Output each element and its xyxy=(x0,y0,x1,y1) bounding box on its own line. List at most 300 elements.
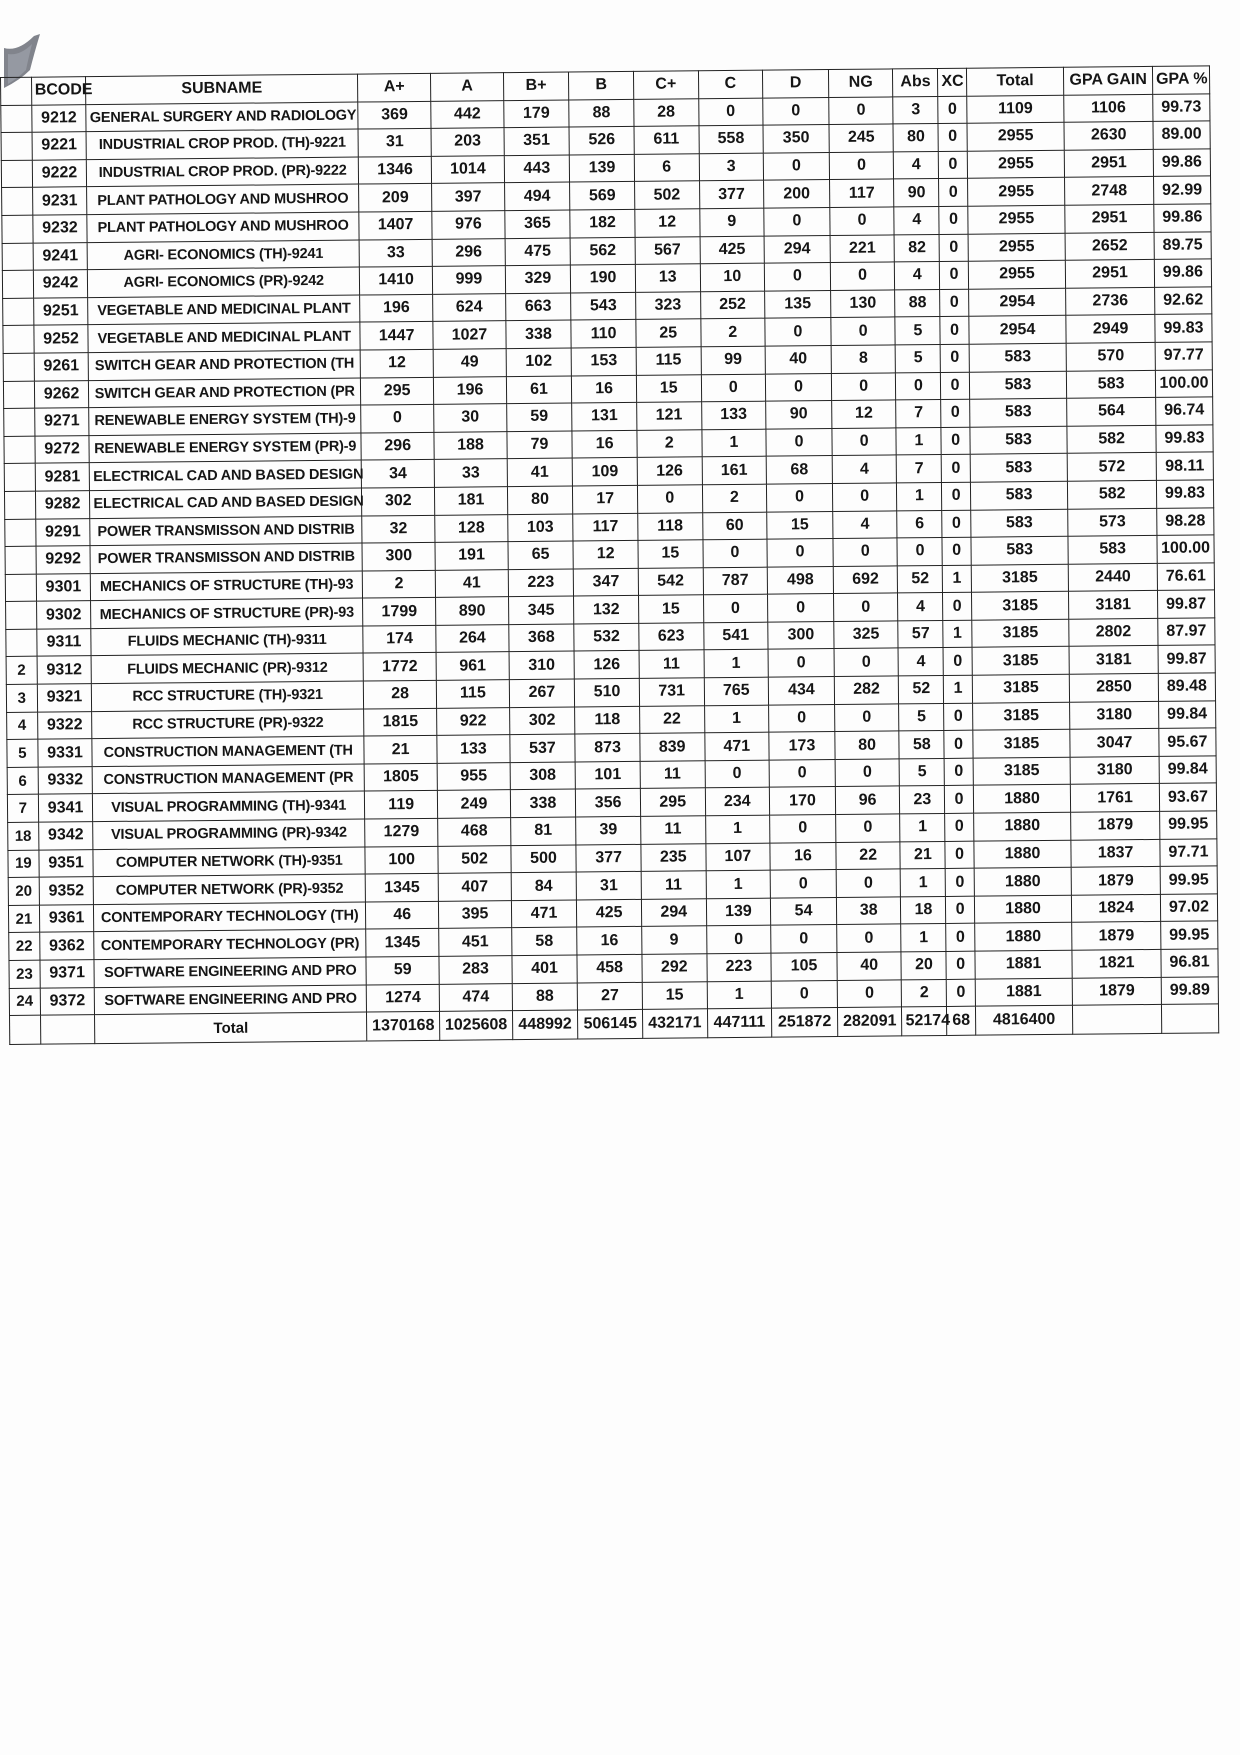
row-bcode: 9361 xyxy=(39,904,94,932)
row-grade-b-plus: 103 xyxy=(507,514,573,542)
row-grade-a-plus: 119 xyxy=(364,791,438,819)
row-grade-ng: 325 xyxy=(834,621,899,649)
row-grade-c: 161 xyxy=(702,456,767,484)
row-subname: RENEWABLE ENERGY SYSTEM (TH)-9 xyxy=(89,405,361,435)
row-gpa-gain: 1761 xyxy=(1071,784,1160,812)
row-xc: 0 xyxy=(943,592,972,620)
row-bcode: 9282 xyxy=(35,491,90,519)
row-gpa-percent: 95.67 xyxy=(1159,728,1216,756)
row-xc: 0 xyxy=(945,786,974,814)
row-subname: AGRI- ECONOMICS (PR)-9242 xyxy=(88,267,360,297)
row-gpa-gain: 3180 xyxy=(1070,756,1159,784)
row-subname: COMPUTER NETWORK (PR)-9352 xyxy=(94,874,366,904)
row-grade-b-plus: 308 xyxy=(510,762,576,790)
row-subname: VEGETABLE AND MEDICINAL PLANT xyxy=(88,295,360,325)
row-grade-c-plus: 0 xyxy=(637,485,702,513)
row-total: 2955 xyxy=(968,233,1066,262)
row-abs: 5 xyxy=(899,703,944,731)
totals-grade-a-plus: 1370168 xyxy=(366,1012,440,1042)
row-grade-c: 1 xyxy=(701,429,766,457)
row-gpa-gain: 582 xyxy=(1068,480,1157,508)
row-grade-c: 60 xyxy=(702,512,767,540)
row-grade-d: 0 xyxy=(769,759,835,787)
row-grade-b: 110 xyxy=(571,320,636,348)
row-grade-d: 0 xyxy=(770,815,836,843)
row-grade-b: 377 xyxy=(576,844,641,872)
row-bcode: 9231 xyxy=(32,187,87,215)
row-subname: VISUAL PROGRAMMING (PR)-9342 xyxy=(93,819,365,849)
row-grade-d: 200 xyxy=(764,180,830,208)
row-gpa-percent: 100.00 xyxy=(1155,369,1212,397)
row-index: 4 xyxy=(7,712,38,740)
row-grade-c: 3 xyxy=(699,153,764,181)
row-grade-b-plus: 329 xyxy=(505,265,571,293)
row-total: 2955 xyxy=(968,205,1066,234)
row-grade-c-plus: 611 xyxy=(634,126,699,154)
row-grade-c-plus: 15 xyxy=(638,595,703,623)
row-grade-b: 526 xyxy=(569,127,634,155)
row-grade-c: 0 xyxy=(703,539,768,567)
row-bcode: 9352 xyxy=(39,877,94,905)
row-grade-a: 976 xyxy=(432,211,505,239)
row-gpa-gain: 2949 xyxy=(1066,315,1155,343)
row-grade-b: 31 xyxy=(576,872,641,900)
results-table xyxy=(0,65,1219,1045)
row-gpa-percent: 99.86 xyxy=(1153,149,1210,177)
row-grade-b-plus: 500 xyxy=(511,845,577,873)
row-total: 3185 xyxy=(972,647,1070,676)
row-abs: 1 xyxy=(900,813,945,841)
row-abs: 1 xyxy=(896,427,941,455)
row-abs: 23 xyxy=(900,786,945,814)
row-total: 583 xyxy=(969,371,1067,400)
row-index: 19 xyxy=(8,850,39,878)
row-subname: RCC STRUCTURE (TH)-9321 xyxy=(92,681,364,711)
row-grade-d: 0 xyxy=(768,594,834,622)
row-grade-ng: 221 xyxy=(830,234,895,262)
row-grade-d: 40 xyxy=(765,345,831,373)
row-subname: CONSTRUCTION MANAGEMENT (TH xyxy=(92,736,364,766)
row-xc: 0 xyxy=(942,510,971,538)
row-abs: 52 xyxy=(898,565,943,593)
row-grade-a-plus: 1274 xyxy=(366,984,440,1012)
row-xc: 0 xyxy=(939,151,968,179)
row-grade-c-plus: 295 xyxy=(640,788,705,816)
row-index xyxy=(4,463,35,491)
row-grade-a: 922 xyxy=(437,707,510,735)
row-subname: CONTEMPORARY TECHNOLOGY (TH) xyxy=(94,902,366,932)
header-subname: SUBNAME xyxy=(86,74,358,104)
row-gpa-percent: 99.83 xyxy=(1155,314,1212,342)
totals-total: 4816400 xyxy=(975,1005,1073,1035)
row-grade-ng: 40 xyxy=(837,952,902,980)
row-subname: PLANT PATHOLOGY AND MUSHROO xyxy=(87,212,359,242)
row-subname: RCC STRUCTURE (PR)-9322 xyxy=(92,709,364,739)
row-grade-ng: 0 xyxy=(830,262,895,290)
row-xc: 1 xyxy=(943,565,972,593)
row-xc: 1 xyxy=(944,675,973,703)
row-grade-c-plus: 15 xyxy=(636,374,701,402)
row-grade-c-plus: 121 xyxy=(637,402,702,430)
row-grade-c-plus: 292 xyxy=(642,954,707,982)
row-grade-d: 0 xyxy=(763,97,829,125)
row-grade-a-plus: 174 xyxy=(363,625,437,653)
row-index xyxy=(3,381,34,409)
row-index: 23 xyxy=(9,960,40,988)
row-index xyxy=(4,408,35,436)
row-grade-a: 188 xyxy=(434,431,507,459)
row-grade-d: 0 xyxy=(771,925,837,953)
row-index xyxy=(1,105,32,133)
row-abs: 57 xyxy=(898,620,943,648)
row-grade-a-plus: 1346 xyxy=(358,156,432,184)
row-grade-c: 787 xyxy=(703,567,768,595)
header-abs: Abs xyxy=(893,68,938,96)
row-abs: 82 xyxy=(895,234,940,262)
header-grade-c: C xyxy=(698,70,763,98)
row-subname: SOFTWARE ENGINEERING AND PRO xyxy=(94,957,366,987)
row-grade-ng: 80 xyxy=(835,731,900,759)
row-abs: 5 xyxy=(896,344,941,372)
row-grade-b: 16 xyxy=(577,927,642,955)
row-gpa-percent: 96.74 xyxy=(1156,397,1213,425)
row-gpa-percent: 99.83 xyxy=(1156,480,1213,508)
row-grade-d: 135 xyxy=(765,290,831,318)
row-grade-a: 961 xyxy=(436,652,509,680)
row-abs: 3 xyxy=(893,96,938,124)
row-index xyxy=(1,160,32,188)
row-bcode: 9212 xyxy=(31,104,86,132)
row-bcode: 9222 xyxy=(32,159,87,187)
row-abs: 58 xyxy=(899,731,944,759)
row-xc: 0 xyxy=(942,455,971,483)
row-index xyxy=(3,298,34,326)
row-gpa-percent: 99.84 xyxy=(1159,756,1216,784)
row-grade-c-plus: 542 xyxy=(638,567,703,595)
row-grade-b-plus: 102 xyxy=(506,348,572,376)
row-gpa-percent: 89.75 xyxy=(1154,231,1211,259)
row-grade-ng: 8 xyxy=(831,345,896,373)
row-grade-a: 203 xyxy=(431,128,504,156)
row-gpa-percent: 99.87 xyxy=(1158,645,1215,673)
row-total: 2955 xyxy=(967,178,1065,207)
row-gpa-gain: 1879 xyxy=(1072,977,1161,1005)
row-grade-c: 252 xyxy=(700,291,765,319)
row-grade-c: 9 xyxy=(699,208,764,236)
row-total: 2955 xyxy=(967,150,1065,179)
row-index xyxy=(4,436,35,464)
row-subname: RENEWABLE ENERGY SYSTEM (PR)-9 xyxy=(89,433,361,463)
row-abs: 4 xyxy=(894,206,939,234)
row-gpa-percent: 99.84 xyxy=(1159,701,1216,729)
row-total: 3185 xyxy=(973,757,1071,786)
row-gpa-gain: 3181 xyxy=(1069,591,1158,619)
row-xc: 0 xyxy=(939,234,968,262)
row-index: 20 xyxy=(8,877,39,905)
row-grade-a: 49 xyxy=(433,349,506,377)
row-grade-d: 0 xyxy=(768,649,834,677)
row-grade-d: 434 xyxy=(768,677,834,705)
row-grade-b-plus: 80 xyxy=(507,486,573,514)
row-grade-b: 17 xyxy=(573,485,638,513)
row-grade-ng: 22 xyxy=(836,842,901,870)
row-total: 583 xyxy=(971,536,1069,565)
row-grade-a: 474 xyxy=(440,983,513,1011)
row-grade-b-plus: 537 xyxy=(509,734,575,762)
row-grade-c-plus: 502 xyxy=(634,181,699,209)
row-grade-d: 15 xyxy=(767,511,833,539)
row-grade-d: 54 xyxy=(771,897,837,925)
row-grade-a-plus: 31 xyxy=(358,129,432,157)
totals-grade-c: 447111 xyxy=(707,1008,772,1038)
row-grade-b-plus: 368 xyxy=(508,624,574,652)
row-grade-a-plus: 21 xyxy=(364,736,438,764)
row-grade-ng: 245 xyxy=(829,124,894,152)
row-grade-b-plus: 59 xyxy=(506,403,572,431)
row-grade-ng: 12 xyxy=(831,400,896,428)
row-grade-d: 0 xyxy=(765,318,831,346)
row-total: 1880 xyxy=(974,895,1072,924)
row-xc: 0 xyxy=(939,206,968,234)
row-grade-c-plus: 25 xyxy=(636,319,701,347)
row-grade-b: 182 xyxy=(570,209,635,237)
row-grade-d: 0 xyxy=(767,483,833,511)
row-index: 22 xyxy=(9,933,40,961)
row-grade-d: 0 xyxy=(767,539,833,567)
row-gpa-percent: 99.95 xyxy=(1161,921,1218,949)
row-index xyxy=(1,132,32,160)
row-index xyxy=(2,215,33,243)
row-grade-c: 99 xyxy=(701,346,766,374)
row-grade-b: 356 xyxy=(576,789,641,817)
row-subname: CONSTRUCTION MANAGEMENT (PR xyxy=(93,764,365,794)
row-gpa-gain: 583 xyxy=(1067,370,1156,398)
row-grade-c-plus: 9 xyxy=(642,926,707,954)
row-xc: 0 xyxy=(941,399,970,427)
row-bcode: 9272 xyxy=(35,435,90,463)
row-gpa-percent: 89.48 xyxy=(1158,673,1215,701)
row-bcode: 9341 xyxy=(38,794,93,822)
row-grade-ng: 0 xyxy=(835,814,900,842)
row-subname: SWITCH GEAR AND PROTECTION (PR xyxy=(89,378,361,408)
row-grade-b-plus: 351 xyxy=(504,127,570,155)
row-grade-ng: 117 xyxy=(829,179,894,207)
totals-grade-b-plus: 448992 xyxy=(512,1010,578,1040)
row-subname: ELECTRICAL CAD AND BASED DESIGN xyxy=(90,460,362,490)
row-xc: 0 xyxy=(944,758,973,786)
row-grade-a: 249 xyxy=(438,790,511,818)
results-sheet xyxy=(0,65,1219,1045)
row-grade-c: 377 xyxy=(699,181,764,209)
totals-grade-c-plus: 432171 xyxy=(642,1009,707,1039)
row-grade-b-plus: 302 xyxy=(509,707,575,735)
row-bcode: 9321 xyxy=(37,684,92,712)
row-grade-ng: 0 xyxy=(833,538,898,566)
row-total: 583 xyxy=(970,426,1068,455)
row-abs: 4 xyxy=(895,262,940,290)
row-bcode: 9362 xyxy=(39,932,94,960)
row-grade-c: 2 xyxy=(700,319,765,347)
row-grade-a-plus: 59 xyxy=(366,956,440,984)
row-gpa-gain: 564 xyxy=(1067,398,1156,426)
row-gpa-gain: 2802 xyxy=(1069,618,1158,646)
totals-label: Total xyxy=(95,1012,367,1044)
row-index: 7 xyxy=(7,795,38,823)
row-grade-b-plus: 475 xyxy=(505,238,571,266)
header-total: Total xyxy=(966,67,1064,96)
row-xc: 0 xyxy=(939,179,968,207)
row-grade-d: 0 xyxy=(770,870,836,898)
row-bcode: 9242 xyxy=(33,270,88,298)
row-grade-ng: 130 xyxy=(830,290,895,318)
row-bcode: 9281 xyxy=(35,463,90,491)
row-subname: MECHANICS OF STRUCTURE (PR)-93 xyxy=(91,598,363,628)
row-abs: 4 xyxy=(894,151,939,179)
row-bcode: 9251 xyxy=(33,297,88,325)
row-gpa-percent: 99.87 xyxy=(1157,590,1214,618)
row-subname: AGRI- ECONOMICS (TH)-9241 xyxy=(87,240,359,270)
row-gpa-percent: 99.95 xyxy=(1160,866,1217,894)
row-index xyxy=(5,546,36,574)
row-grade-ng: 4 xyxy=(833,510,898,538)
header-grade-d: D xyxy=(763,70,829,98)
row-abs: 52 xyxy=(899,676,944,704)
row-grade-c: 765 xyxy=(704,677,769,705)
row-grade-c: 471 xyxy=(704,732,769,760)
row-gpa-percent: 98.28 xyxy=(1157,507,1214,535)
row-total: 1880 xyxy=(974,840,1072,869)
row-grade-b-plus: 79 xyxy=(507,431,573,459)
row-xc: 0 xyxy=(946,951,975,979)
row-grade-a-plus: 196 xyxy=(360,294,434,322)
totals-xc: 68 xyxy=(947,1006,976,1035)
row-index xyxy=(2,270,33,298)
row-grade-c: 1 xyxy=(704,705,769,733)
row-total: 3185 xyxy=(972,619,1070,648)
row-grade-b: 27 xyxy=(578,982,643,1010)
row-grade-b-plus: 471 xyxy=(511,900,577,928)
row-grade-c: 2 xyxy=(702,484,767,512)
row-grade-ng: 0 xyxy=(834,648,899,676)
row-xc: 0 xyxy=(942,537,971,565)
row-grade-b: 458 xyxy=(577,954,642,982)
row-total: 583 xyxy=(969,398,1067,427)
row-bcode: 9322 xyxy=(37,711,92,739)
row-bcode: 9221 xyxy=(32,132,87,160)
row-grade-ng: 96 xyxy=(835,786,900,814)
row-grade-ng: 0 xyxy=(832,483,897,511)
results-body xyxy=(1,93,1219,1015)
row-grade-a-plus: 302 xyxy=(361,487,435,515)
row-grade-c: 1 xyxy=(704,650,769,678)
row-grade-c: 1 xyxy=(705,815,770,843)
row-total: 1880 xyxy=(973,812,1071,841)
row-gpa-gain: 1879 xyxy=(1072,922,1161,950)
row-index xyxy=(5,574,36,602)
row-xc: 0 xyxy=(946,924,975,952)
row-grade-b-plus: 401 xyxy=(512,955,578,983)
row-grade-d: 0 xyxy=(769,704,835,732)
row-grade-a-plus: 32 xyxy=(362,515,436,543)
totals-grade-ng: 282091 xyxy=(837,1007,902,1037)
row-grade-a-plus: 1279 xyxy=(365,818,439,846)
row-grade-b: 873 xyxy=(575,734,640,762)
row-grade-b-plus: 88 xyxy=(512,983,578,1011)
row-grade-c-plus: 839 xyxy=(640,733,705,761)
row-abs: 0 xyxy=(897,538,942,566)
row-total: 1880 xyxy=(973,785,1071,814)
row-grade-b-plus: 58 xyxy=(511,927,577,955)
row-grade-d: 105 xyxy=(771,953,837,981)
header-grade-ng: NG xyxy=(828,69,893,97)
row-grade-a: 296 xyxy=(432,238,505,266)
row-grade-b: 132 xyxy=(574,596,639,624)
row-grade-c-plus: 28 xyxy=(634,98,699,126)
row-grade-a-plus: 1799 xyxy=(363,598,437,626)
row-gpa-gain: 2850 xyxy=(1070,673,1159,701)
row-subname: SOFTWARE ENGINEERING AND PRO xyxy=(95,985,367,1015)
row-xc: 0 xyxy=(947,979,976,1007)
row-grade-b-plus: 65 xyxy=(508,541,574,569)
header-grade-b-plus: B+ xyxy=(503,72,569,100)
row-gpa-percent: 100.00 xyxy=(1157,535,1214,563)
row-grade-a-plus: 300 xyxy=(362,542,436,570)
row-grade-a-plus: 369 xyxy=(358,101,432,129)
row-abs: 20 xyxy=(901,951,946,979)
row-grade-c-plus: 11 xyxy=(639,650,704,678)
row-grade-a: 181 xyxy=(435,487,508,515)
row-subname: CONTEMPORARY TECHNOLOGY (PR) xyxy=(94,929,366,959)
row-gpa-gain: 573 xyxy=(1068,508,1157,536)
row-grade-b-plus: 365 xyxy=(504,210,570,238)
row-grade-c: 0 xyxy=(705,760,770,788)
row-grade-d: 350 xyxy=(763,125,829,153)
row-xc: 1 xyxy=(943,620,972,648)
row-gpa-gain: 570 xyxy=(1066,342,1155,370)
row-total: 2955 xyxy=(968,260,1066,289)
row-grade-c: 0 xyxy=(698,98,763,126)
row-total: 1880 xyxy=(974,923,1072,952)
row-grade-b-plus: 41 xyxy=(507,458,573,486)
row-total: 583 xyxy=(969,343,1067,372)
row-grade-ng: 38 xyxy=(836,897,901,925)
row-grade-d: 170 xyxy=(769,787,835,815)
row-grade-c: 425 xyxy=(700,236,765,264)
row-gpa-gain: 583 xyxy=(1068,536,1157,564)
row-index xyxy=(3,326,34,354)
row-bcode: 9252 xyxy=(34,325,89,353)
row-grade-b-plus: 223 xyxy=(508,569,574,597)
row-grade-d: 0 xyxy=(764,208,830,236)
header-gpa-percent: GPA % xyxy=(1152,66,1209,94)
row-total: 583 xyxy=(971,509,1069,538)
header-bcode: BCODE xyxy=(31,77,86,105)
row-grade-d: 68 xyxy=(766,456,832,484)
row-abs: 7 xyxy=(896,400,941,428)
row-gpa-percent: 99.86 xyxy=(1154,259,1211,287)
row-grade-c: 0 xyxy=(703,594,768,622)
row-subname: ELECTRICAL CAD AND BASED DESIGN xyxy=(90,488,362,518)
row-index xyxy=(3,353,34,381)
row-grade-c-plus: 323 xyxy=(636,292,701,320)
row-abs: 5 xyxy=(895,317,940,345)
row-abs: 88 xyxy=(895,289,940,317)
row-grade-ng: 0 xyxy=(831,317,896,345)
row-bcode: 9241 xyxy=(33,242,88,270)
row-total: 1881 xyxy=(975,950,1073,979)
row-grade-ng: 0 xyxy=(834,704,899,732)
row-grade-a-plus: 2 xyxy=(362,570,436,598)
